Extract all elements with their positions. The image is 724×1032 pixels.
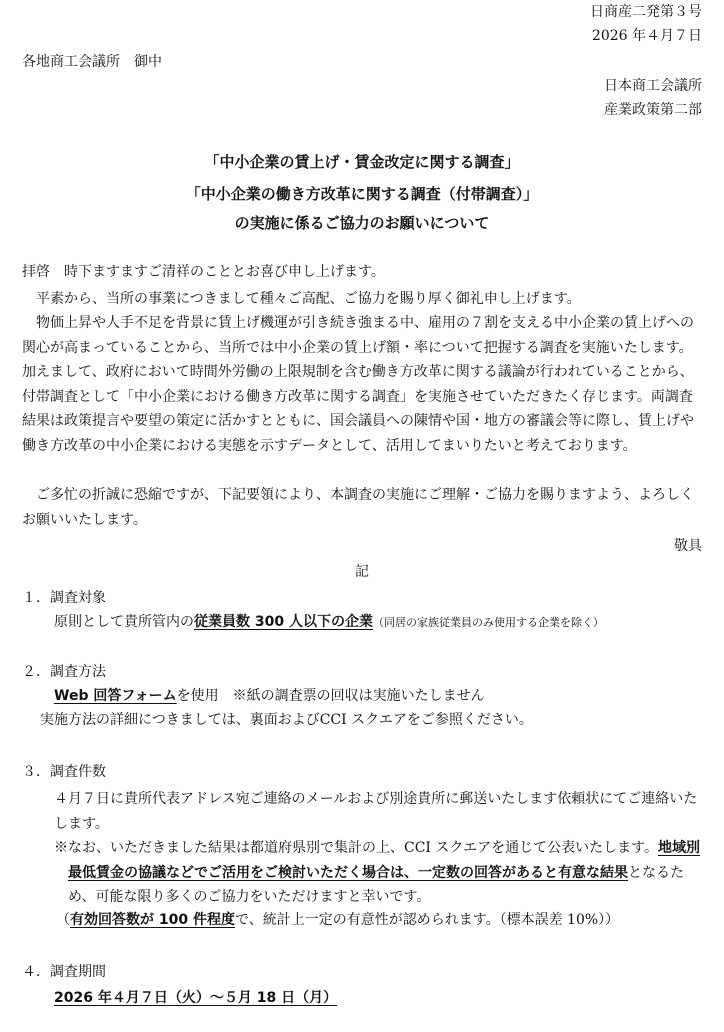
section-1-content [54, 612, 604, 633]
section-1-note: （同居の家族従業員のみ使用する企業を除く） [372, 616, 604, 629]
sender-organization: 日本商工会議所 [604, 78, 702, 94]
section-2-heading: ２．調査方法 [22, 664, 106, 680]
paren-open: （ [56, 912, 70, 928]
survey-period: 2026 年４月７日（火）～５月 18 日（月） [54, 990, 338, 1006]
section-2-line-1 [54, 686, 485, 706]
section-3-note-bold: 地域別最低賃金の協議などでご活用をご検討いただく場合は、一定数の回答があると有意な結果 [68, 840, 701, 881]
recipient: 各地商工会議所 御中 [22, 54, 162, 70]
section-2-rest: を使用 ※紙の調査票の回収は実施いたしません [176, 688, 485, 704]
section-3-heading: ３．調査件数 [22, 764, 106, 780]
title-line-1: 「中小企業の賃上げ・賃金改定に関する調査」 [204, 153, 520, 171]
sender-department: 産業政策第二部 [604, 102, 702, 118]
paragraph-1: 平素から、当所の事業につきまして種々ご高配、ご協力を賜り厚く御礼申し上げます。 [36, 291, 581, 307]
document-date: 2026 年４月７日 [591, 28, 702, 44]
section-3-paren-bold: 有効回答数が 100 件程度 [70, 912, 235, 928]
section-4-heading: ４．調査期間 [22, 964, 106, 980]
section-3-line-1: ４月７日に貴所代表アドレス宛ご連絡のメールおよび別途貴所に郵送いたします依頼状にてご連絡いたします。 [54, 791, 698, 832]
section-3-note [54, 836, 702, 910]
section-2-line-2: 実施方法の詳細につきましては、裏面およびCCI スクエアをご参照ください。 [40, 712, 533, 728]
closing-keigu: 敬具 [674, 538, 702, 554]
paragraph-2: 物価上昇や人手不足を背景に賃上げ機運が引き続き強まる中、雇用の７割を支える中小企業の賃上げへの関心が高まっていることから、当所では中小企業の賃上げ額・率について把握する調査を実施いたします。加えまして、政府において時間外労働の上限規制を含む働き方改革に関する議論が行われていることから、付帯調査として「中小企業における働き方改革に関する調査」を実施させていただきたく存じます。両調査結果は政策提言や要望の策定に活かすとともに、国会議員への陳情や国・地方の審議会等に際し、賃上げや働き方改革の中小企業における実態を示すデータとして、活用してまいりたいと考えております。 [22, 315, 694, 454]
paragraph-3: ご多忙の折誠に恐縮ですが、下記要領により、本調査の実施にご理解・ご協力を賜りますよう、よろしくお願いいたします。 [22, 487, 694, 528]
section-3-note-rest: となるため、可能な限り多くのご協力をいただけますと幸いです。 [68, 864, 684, 905]
greeting: 拝啓 時下ますますご清祥のこととお喜び申し上げます。 [22, 264, 385, 280]
section-1-target: 従業員数 300 人以下の企業 [194, 614, 373, 630]
section-1-pre: 原則として貴所管内の [54, 614, 194, 630]
section-1-heading: １．調査対象 [22, 590, 106, 606]
section-3-paren-rest: で、統計上一定の有意性が認められます。（標本誤差 10%）） [234, 912, 620, 928]
section-3-note-pre: ※なお、いただきました結果は都道府県別で集計の上、CCI スクエアを通じて公表いたします。 [54, 840, 659, 856]
title-line-2: 「中小企業の働き方改革に関する調査（付帯調査）」 [185, 185, 539, 203]
title-line-3: の実施に係るご協力のお願いについて [234, 214, 490, 232]
document-number: 日商産二発第３号 [590, 4, 702, 20]
section-3-paren [56, 910, 619, 930]
web-form-label: Web 回答フォーム [54, 688, 177, 704]
ki-marker: 記 [355, 564, 369, 580]
